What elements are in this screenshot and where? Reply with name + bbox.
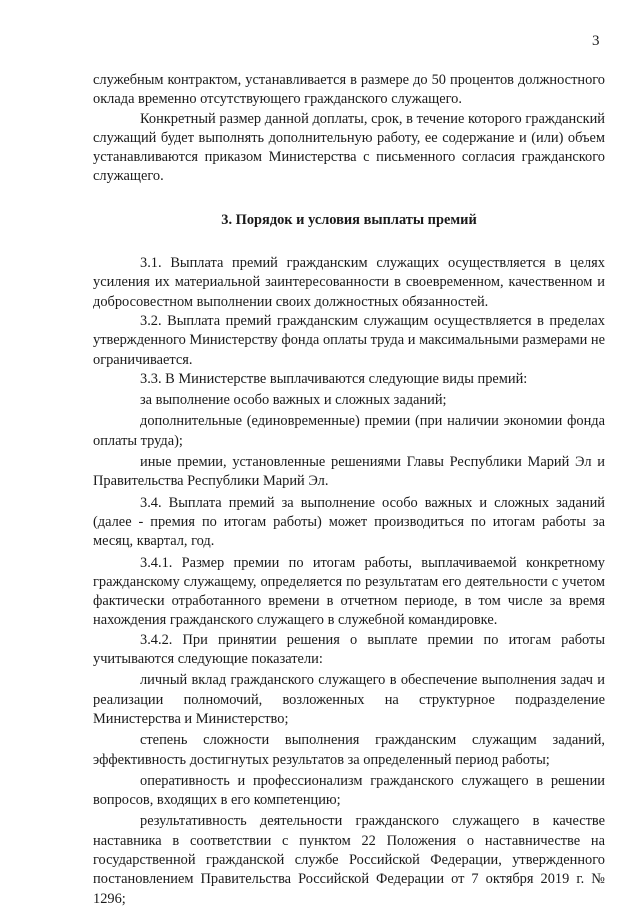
- paragraph-3-4: 3.4. Выплата премий за выполнение особо важных и сложных заданий (далее - премия по итогам работы) может производиться по итогам работы за месяц, квартал, год.: [93, 494, 605, 550]
- paragraph-3-2: 3.2. Выплата премий гражданским служащим осуществляется в пределах утвержденного Министерству фонда оплаты труда и максимальными размерами не ограничивается.: [93, 312, 605, 368]
- paragraph-allowance-size: Конкретный размер данной доплаты, срок, в течение которого гражданский служащий будет выполнять дополнительную работу, ее содержание и (или) объем устанавливаются приказом Министерства с письменного согласия гражданского служащего.: [93, 110, 605, 185]
- indicator-mentoring: результативность деятельности гражданского служащего в качестве наставника в соответствии с пунктом 22 Положения о наставничестве на государственной гражданской службе Российской Федерации, утвержденного постановлением Правительства Российской Федерации от 7 октября 2019 г. № 1296;: [93, 813, 605, 907]
- list-item-important-tasks: за выполнение особо важных и сложных заданий;: [140, 392, 447, 409]
- document-body: [93, 71, 605, 909]
- indicator-efficiency: оперативность и профессионализм гражданского служащего в решении вопросов, входящих в его компетенцию;: [93, 772, 605, 809]
- page-number: 3: [592, 33, 600, 49]
- list-item-additional-bonus: дополнительные (единовременные) премии (при наличии экономии фонда оплаты труда);: [93, 413, 605, 449]
- paragraph-3-3: 3.3. В Министерстве выплачиваются следующие виды премий:: [140, 370, 528, 387]
- section-title: 3. Порядок и условия выплаты премий: [221, 211, 477, 228]
- paragraph-3-4-2: 3.4.2. При принятии решения о выплате премии по итогам работы учитываются следующие показатели:: [93, 631, 605, 668]
- indicator-complexity: степень сложности выполнения гражданским служащим заданий, эффективность достигнутых результатов за определенный период работы;: [93, 732, 605, 768]
- paragraph-continuation: служебным контрактом, устанавливается в размере до 50 процентов должностного оклада временно отсутствующего гражданского служащего.: [93, 72, 605, 108]
- paragraph-3-4-1: 3.4.1. Размер премии по итогам работы, выплачиваемой конкретному гражданскому служащему, определяется по результатам его деятельности с учетом фактически отработанного времени в отчетном периоде, в том числе за время нахождения гражданского служащего в служебной командировке.: [93, 554, 605, 629]
- list-item-other-bonus: иные премии, установленные решениями Главы Республики Марий Эл и Правительства Республики Марий Эл.: [93, 454, 605, 490]
- indicator-personal-contribution: личный вклад гражданского служащего в обеспечение выполнения задач и реализации полномочий, возложенных на структурное подразделение Министерства и Министерство;: [93, 672, 605, 727]
- paragraph-3-1: 3.1. Выплата премий гражданским служащих осуществляется в целях усиления их материальной заинтересованности в своевременном, качественном и добросовестном выполнении своих должностных обязанностей.: [93, 255, 605, 310]
